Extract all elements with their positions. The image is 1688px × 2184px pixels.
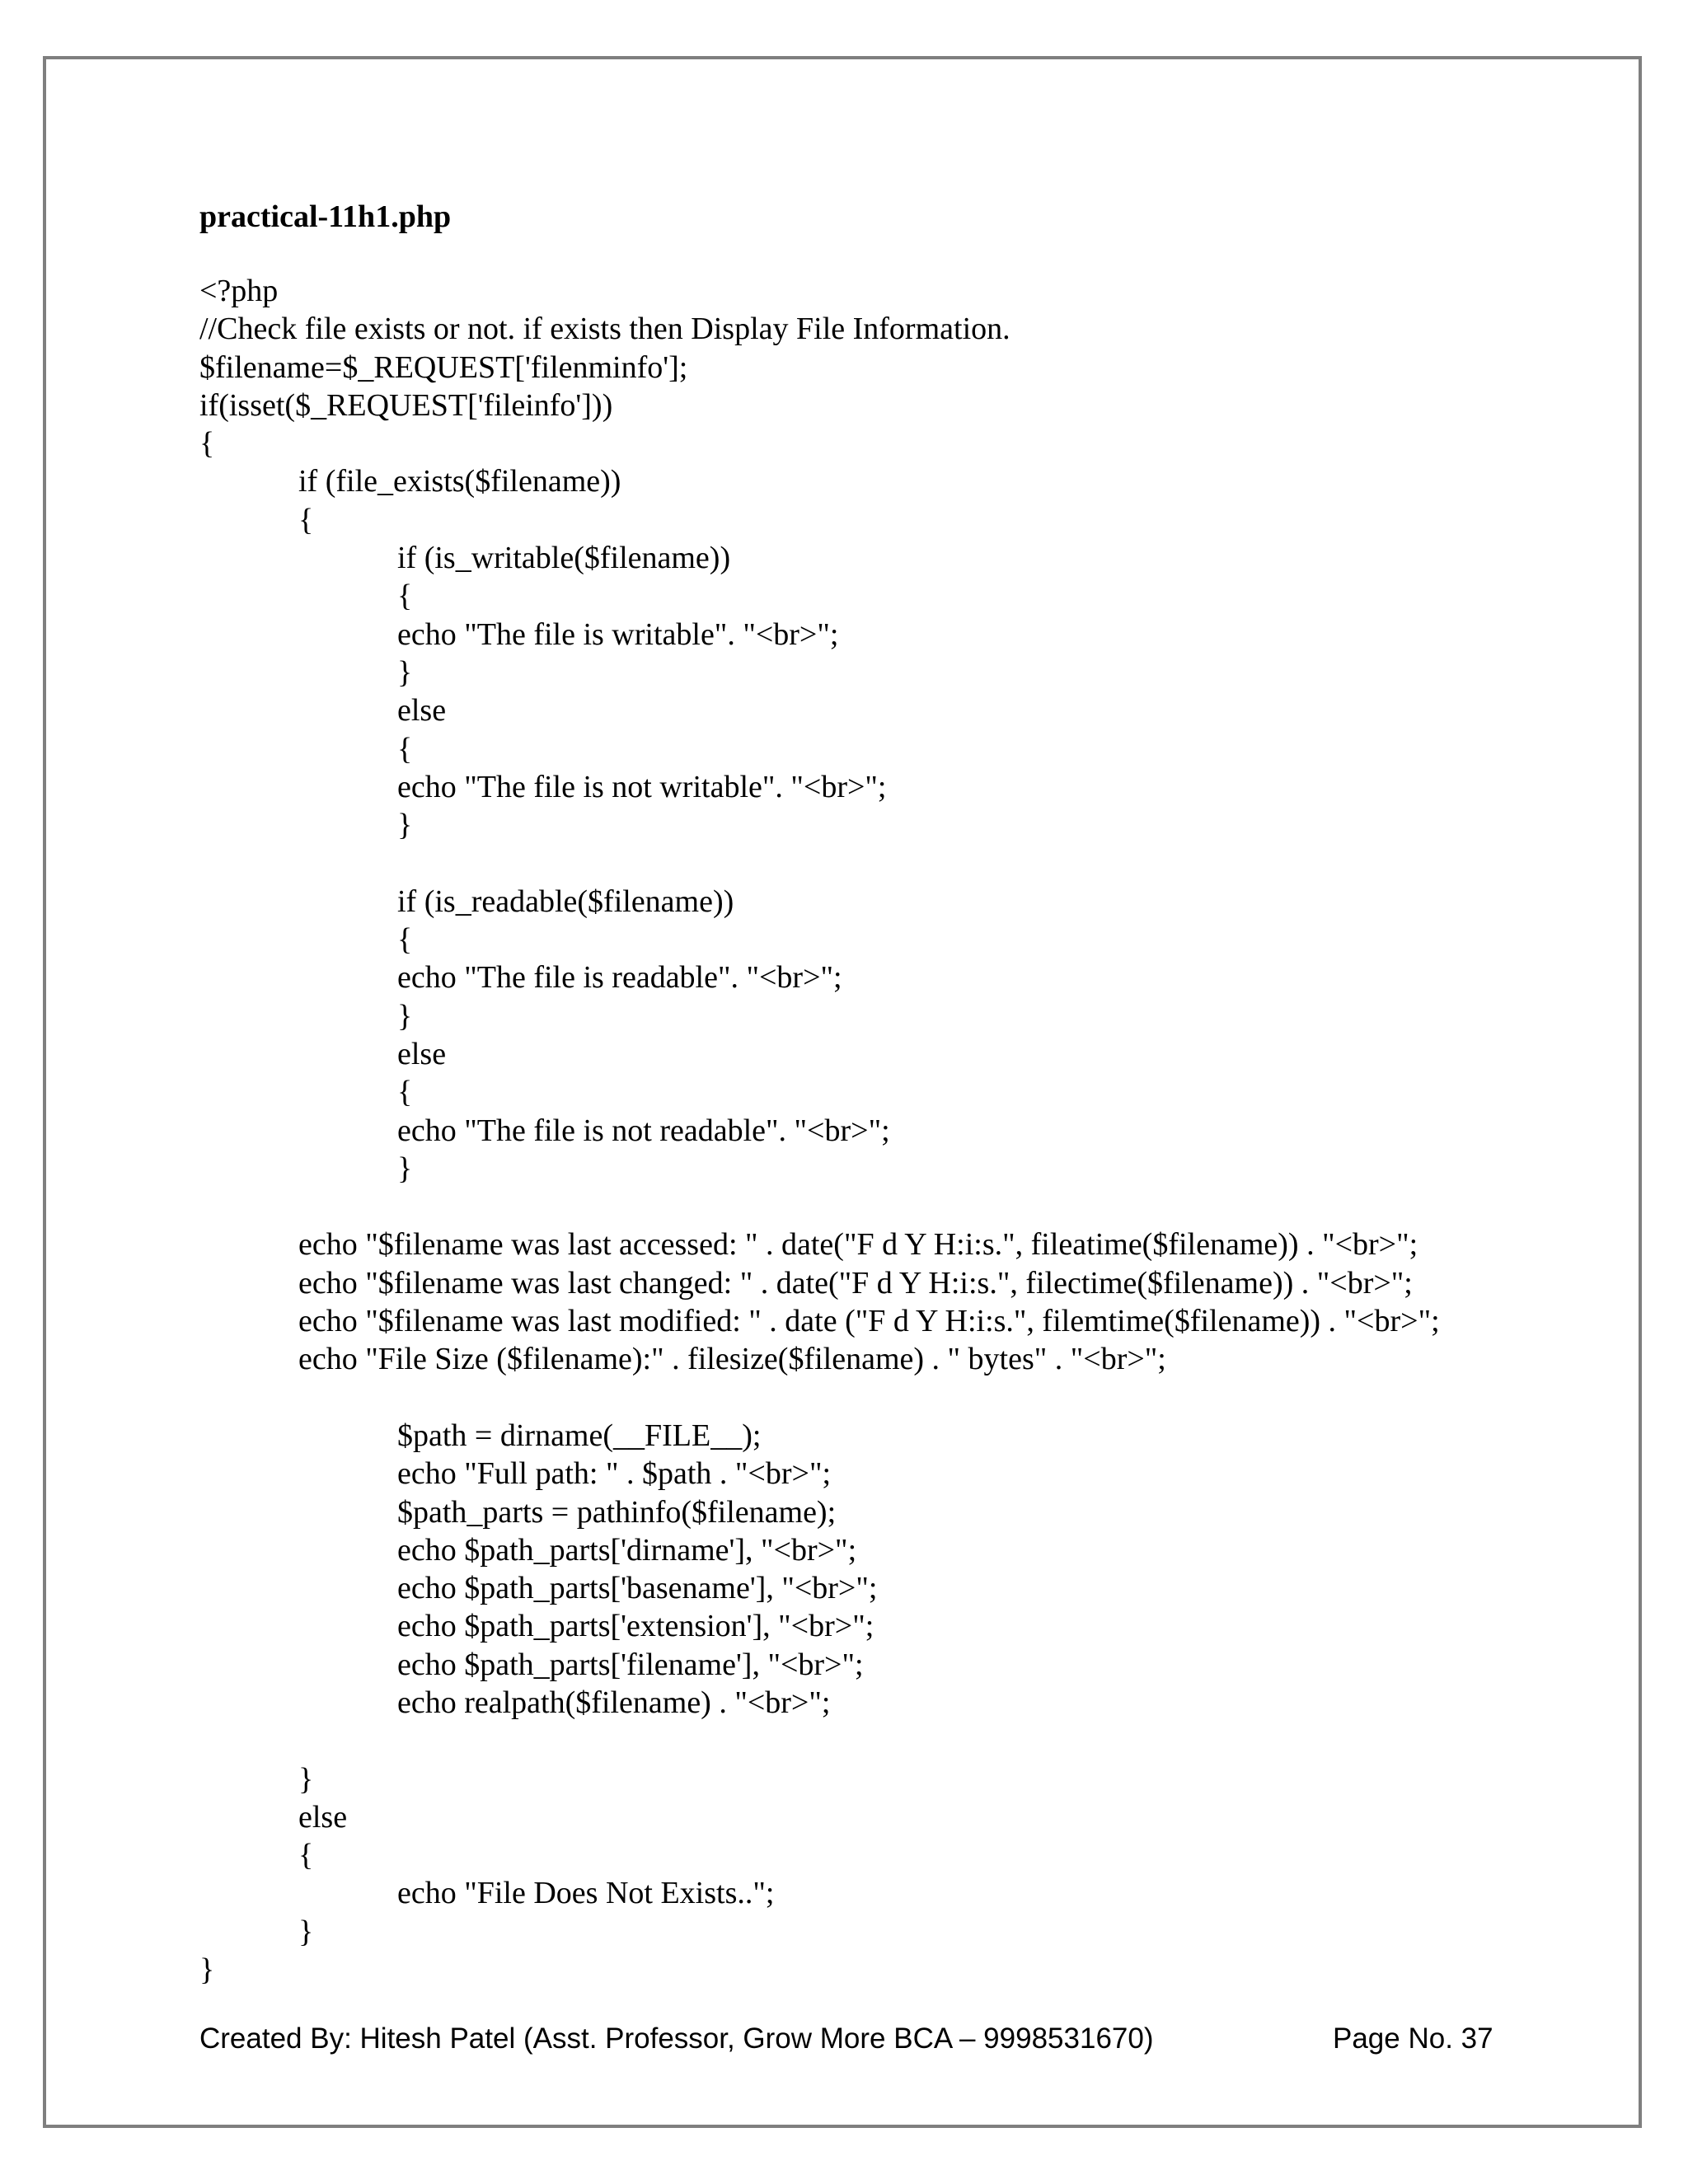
code-line: <?php [199,274,279,308]
code-line: { [397,579,413,614]
code-line: echo "The file is not writable". "<br>"; [397,769,887,804]
code-line: echo $path_parts['basename'], "<br>"; [397,1571,878,1606]
code-line: $path_parts = pathinfo($filename); [397,1494,837,1530]
file-title: practical-11h1.php [199,199,452,234]
code-line: } [397,1151,413,1186]
code-line: echo "The file is readable". "<br>"; [397,960,842,996]
code-line: $path = dirname(__FILE__); [397,1418,762,1453]
code-line: } [397,998,413,1033]
code-line: } [397,654,413,690]
code-line: { [199,426,215,462]
code-line: } [199,1952,215,1988]
code-line: echo $path_parts['filename'], "<br>"; [397,1647,864,1682]
blank-line [199,1188,1440,1226]
code-line: echo "$filename was last modified: " . date ("F d Y H:i:s.", filemtime($filename)) . "<br>"; [298,1304,1440,1339]
code-line: } [298,1761,314,1797]
footer-page-number: Page No. 37 [1333,2022,1493,2055]
code-line: if (is_readable($filename)) [397,883,734,919]
code-line: { [298,1838,314,1873]
code-line: //Check file exists or not. if exists then Display File Information. [199,312,1010,347]
code-line: else [298,1799,348,1835]
code-line: echo "File Size ($filename):" . filesize($filename) . " bytes" . "<br>"; [298,1342,1166,1377]
blank-line [199,844,1440,882]
code-line: if (file_exists($filename)) [298,464,621,499]
code-line: { [397,1075,413,1110]
code-line: echo "File Does Not Exists.."; [397,1876,775,1911]
code-line: echo $path_parts['extension'], "<br>"; [397,1609,874,1644]
code-line: { [298,502,314,537]
code-line: echo $path_parts['dirname'], "<br>"; [397,1532,857,1568]
code-line: echo realpath($filename) . "<br>"; [397,1685,831,1720]
code-line: echo "$filename was last accessed: " . date("F d Y H:i:s.", fileatime($filename)) . "<br>"; [298,1227,1418,1263]
code-line: else [397,693,447,729]
code-line: $filename=$_REQUEST['filenminfo']; [199,349,688,385]
blank-line [199,1722,1440,1760]
footer-credit: Created By: Hitesh Patel (Asst. Professor, Grow More BCA – 9998531670) [199,2022,1154,2055]
code-line: echo "The file is not readable". "<br>"; [397,1113,890,1148]
code-block [199,272,1440,1989]
code-line: { [397,731,413,766]
blank-line [199,1379,1440,1417]
code-line: else [397,1036,447,1071]
code-line: { [397,922,413,958]
code-line: echo "Full path: " . $path . "<br>"; [397,1456,832,1492]
code-line: echo "$filename was last changed: " . date("F d Y H:i:s.", filectime($filename)) . "<br>"; [298,1265,1413,1301]
code-line: if (is_writable($filename)) [397,541,731,576]
code-line: } [298,1914,314,1949]
code-line: } [397,808,413,843]
code-line: echo "The file is writable". "<br>"; [397,616,839,652]
code-line: if(isset($_REQUEST['fileinfo'])) [199,387,613,423]
